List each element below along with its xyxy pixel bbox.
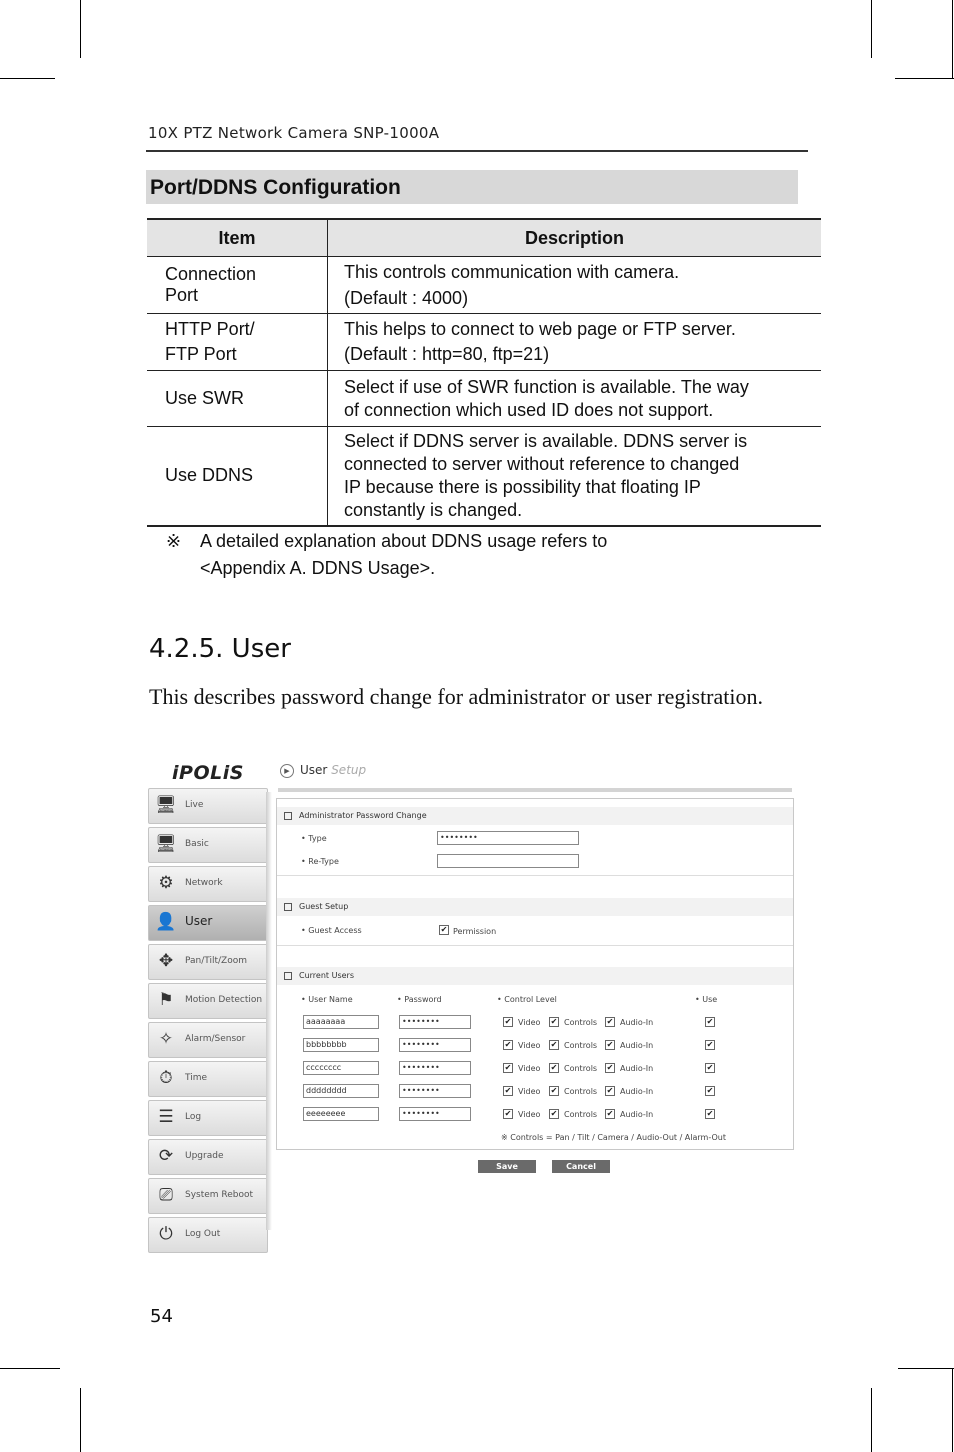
crop-mark	[898, 1368, 954, 1369]
sidebar-item-label: Network	[185, 878, 223, 888]
password-retype-input[interactable]	[437, 854, 579, 868]
audio-in-label: Audio-In	[620, 1064, 654, 1073]
settings-panel	[276, 798, 794, 1150]
crop-mark	[871, 1388, 872, 1452]
table-header-row	[147, 219, 821, 257]
audio-in-label: Audio-In	[620, 1110, 654, 1119]
video-label: Video	[518, 1087, 541, 1096]
guest-section-title: Guest Setup	[299, 902, 349, 911]
description-cell	[328, 314, 822, 371]
user-name-input[interactable]: bbbbbbbb	[303, 1038, 379, 1052]
use-checkbox[interactable]: ✔	[706, 1063, 714, 1072]
title-light: Setup	[331, 763, 367, 777]
audio-in-checkbox[interactable]: ✔	[606, 1017, 614, 1026]
type-label: • Type	[301, 834, 327, 843]
description-text: (Default : http=80, ftp=21)	[344, 344, 550, 364]
column-use: • Use	[695, 995, 718, 1004]
ddns-note	[166, 528, 607, 582]
network-icon: ⚙	[158, 873, 174, 893]
description-cell	[328, 427, 822, 526]
item-text: HTTP Port/	[165, 319, 255, 339]
monitor-icon: 🖥	[155, 795, 177, 815]
description-cell	[328, 371, 822, 427]
guest-access-label: • Guest Access	[301, 926, 362, 935]
video-label: Video	[518, 1041, 541, 1050]
crop-mark	[0, 78, 55, 79]
user-password-input[interactable]: ••••••••	[399, 1015, 471, 1029]
page-number: 54	[150, 1306, 173, 1327]
video-checkbox[interactable]: ✔	[504, 1063, 512, 1072]
title-rule	[278, 788, 792, 792]
sidebar-item-pan-tilt-zoom[interactable]	[148, 944, 268, 980]
audio-in-label: Audio-In	[620, 1087, 654, 1096]
item-text: Use DDNS	[165, 465, 254, 486]
sidebar-item-label: Time	[185, 1073, 208, 1083]
item-text: Connection	[165, 264, 257, 284]
controls-label: Controls	[564, 1018, 598, 1027]
sidebar-item-motion-detection[interactable]	[148, 983, 268, 1019]
sidebar-item-user[interactable]	[148, 905, 268, 941]
description-text: Select if use of SWR function is available. The way	[344, 376, 749, 397]
user-name-input[interactable]: dddddddd	[303, 1084, 379, 1098]
audio-in-checkbox[interactable]: ✔	[606, 1086, 614, 1095]
description-text: (Default : 4000)	[344, 287, 469, 308]
controls-checkbox[interactable]: ✔	[550, 1086, 558, 1095]
clock-icon: ⏱	[159, 1068, 173, 1088]
controls-label: Controls	[564, 1041, 598, 1050]
sidebar-item-alarm-sensor[interactable]	[148, 1022, 268, 1058]
user-name-input[interactable]: aaaaaaaa	[303, 1015, 379, 1029]
audio-in-label: Audio-In	[620, 1018, 654, 1027]
sidebar-item-label: Upgrade	[185, 1151, 224, 1161]
controls-checkbox[interactable]: ✔	[550, 1063, 558, 1072]
section-title: Port/DDNS Configuration	[150, 176, 401, 199]
item-text: FTP Port	[165, 344, 237, 364]
column-user-name: • User Name	[301, 995, 353, 1004]
monitor-icon: 🖥	[155, 834, 177, 854]
item-cell	[147, 427, 328, 526]
description-text: Select if DDNS server is available. DDNS server is	[344, 430, 748, 451]
item-cell	[147, 257, 328, 314]
crop-mark	[952, 0, 953, 78]
video-label: Video	[518, 1018, 541, 1027]
user-password-input[interactable]: ••••••••	[399, 1084, 471, 1098]
video-label: Video	[518, 1064, 541, 1073]
column-password: • Password	[397, 995, 442, 1004]
log-icon: ☰	[158, 1107, 174, 1127]
sidebar-item-upgrade[interactable]	[148, 1139, 268, 1175]
video-checkbox[interactable]: ✔	[504, 1017, 512, 1026]
crop-mark	[0, 1368, 60, 1369]
description-text: IP because there is possibility that floating IP	[344, 476, 701, 497]
page-title	[300, 763, 366, 777]
crop-mark	[80, 1388, 81, 1452]
crop-mark	[80, 0, 81, 58]
permission-checkbox[interactable]: ✔	[440, 925, 448, 934]
users-section-title: Current Users	[299, 971, 354, 980]
use-checkbox[interactable]: ✔	[706, 1086, 714, 1095]
description-text: This controls communication with camera.	[344, 261, 680, 282]
body-paragraph: This describes password change for administrator or user registration.	[149, 684, 763, 709]
audio-in-checkbox[interactable]: ✔	[606, 1040, 614, 1049]
item-text: Port	[165, 285, 199, 305]
subsection-title: 4.2.5. User	[149, 634, 291, 664]
user-icon: 👤	[155, 912, 177, 932]
upgrade-icon: ⟳	[158, 1146, 174, 1166]
controls-label: Controls	[564, 1064, 598, 1073]
crop-mark	[871, 0, 872, 58]
sidebar-item-label: Motion Detection	[185, 995, 263, 1005]
running-header: 10X PTZ Network Camera SNP-1000A	[148, 124, 440, 142]
item-cell	[147, 371, 328, 427]
cancel-button[interactable]: Cancel	[552, 1160, 610, 1173]
controls-checkbox[interactable]: ✔	[550, 1109, 558, 1118]
description-text: constantly is changed.	[344, 499, 523, 520]
permission-label: Permission	[453, 927, 497, 936]
title-main: User	[300, 763, 328, 777]
column-header-description: Description	[328, 219, 822, 257]
audio-in-checkbox[interactable]: ✔	[606, 1063, 614, 1072]
sidebar-item-label: Alarm/Sensor	[185, 1034, 246, 1044]
description-cell	[328, 257, 822, 314]
sidebar-item-network[interactable]	[148, 866, 268, 902]
note-line: <Appendix A. DDNS Usage>.	[200, 558, 436, 578]
users-section-header	[277, 967, 793, 985]
user-name-input[interactable]: cccccccc	[303, 1061, 379, 1075]
crop-mark	[952, 1368, 953, 1452]
video-checkbox[interactable]: ✔	[504, 1109, 512, 1118]
table-row	[147, 257, 821, 314]
sidebar-item-basic[interactable]	[148, 827, 268, 863]
logout-icon: ⏻	[159, 1224, 173, 1244]
square-bullet-icon	[284, 812, 292, 820]
admin-section-title: Administrator Password Change	[299, 811, 427, 820]
description-text: This helps to connect to web page or FTP server.	[344, 319, 736, 339]
controls-label: Controls	[564, 1110, 598, 1119]
save-button[interactable]: Save	[478, 1160, 536, 1173]
ipolis-logo: iPOLiS	[172, 762, 244, 784]
table-row	[147, 427, 821, 526]
sidebar-item-log-out[interactable]	[148, 1217, 268, 1253]
use-checkbox[interactable]: ✔	[706, 1109, 714, 1118]
password-type-input[interactable]: ••••••••	[437, 831, 579, 845]
column-header-item: Item	[147, 219, 328, 257]
sidebar-item-system-reboot[interactable]	[148, 1178, 268, 1214]
column-control-level: • Control Level	[497, 995, 557, 1004]
square-bullet-icon	[284, 972, 292, 980]
video-checkbox[interactable]: ✔	[504, 1040, 512, 1049]
reboot-icon: ⎚	[159, 1185, 173, 1205]
user-name-input[interactable]: eeeeeeee	[303, 1107, 379, 1121]
audio-in-label: Audio-In	[620, 1041, 654, 1050]
controls-checkbox[interactable]: ✔	[550, 1017, 558, 1026]
sidebar-item-label: Basic	[185, 839, 209, 849]
table-row	[147, 314, 821, 371]
user-password-input[interactable]: ••••••••	[399, 1107, 471, 1121]
video-label: Video	[518, 1110, 541, 1119]
controls-checkbox[interactable]: ✔	[550, 1040, 558, 1049]
sidebar-item-label: System Reboot	[185, 1190, 254, 1200]
sidebar-item-label: Live	[185, 800, 204, 810]
audio-in-checkbox[interactable]: ✔	[606, 1109, 614, 1118]
item-cell	[147, 314, 328, 371]
user-password-input[interactable]: ••••••••	[399, 1038, 471, 1052]
reference-mark: ※	[166, 531, 182, 551]
table-row	[147, 371, 821, 427]
motion-icon: ⚑	[158, 990, 174, 1010]
header-rule	[146, 150, 808, 152]
divider	[277, 945, 793, 946]
divider	[277, 875, 793, 876]
sidebar-item-label: Log Out	[185, 1229, 221, 1239]
sidebar-item-label: Pan/Tilt/Zoom	[185, 956, 248, 966]
item-text: Use SWR	[165, 388, 245, 408]
retype-label: • Re-Type	[301, 857, 339, 866]
sidebar-item-label: User	[185, 914, 213, 928]
use-checkbox[interactable]: ✔	[706, 1040, 714, 1049]
sidebar	[148, 788, 268, 1256]
note-line: A detailed explanation about DDNS usage refers to	[200, 531, 608, 551]
controls-footnote: ※ Controls = Pan / Tilt / Camera / Audio-Out / Alarm-Out	[501, 1133, 726, 1142]
sidebar-item-label: Log	[185, 1112, 202, 1122]
sidebar-item-log[interactable]	[148, 1100, 268, 1136]
sidebar-shadow	[266, 792, 272, 1230]
square-bullet-icon	[284, 903, 292, 911]
video-checkbox[interactable]: ✔	[504, 1086, 512, 1095]
guest-section-header	[277, 898, 793, 916]
description-text: of connection which used ID does not support.	[344, 399, 714, 420]
user-setup-screenshot	[148, 756, 796, 1244]
user-password-input[interactable]: ••••••••	[399, 1061, 471, 1075]
port-ddns-table	[147, 218, 821, 527]
sidebar-item-time[interactable]	[148, 1061, 268, 1097]
crop-mark	[895, 78, 954, 79]
use-checkbox[interactable]: ✔	[706, 1017, 714, 1026]
controls-label: Controls	[564, 1087, 598, 1096]
sidebar-item-live[interactable]	[148, 788, 268, 824]
alarm-icon: ✧	[158, 1029, 174, 1049]
ptz-icon: ✥	[158, 951, 174, 971]
play-circle-icon: ▶	[280, 764, 294, 778]
description-text: connected to server without reference to changed	[344, 453, 740, 474]
